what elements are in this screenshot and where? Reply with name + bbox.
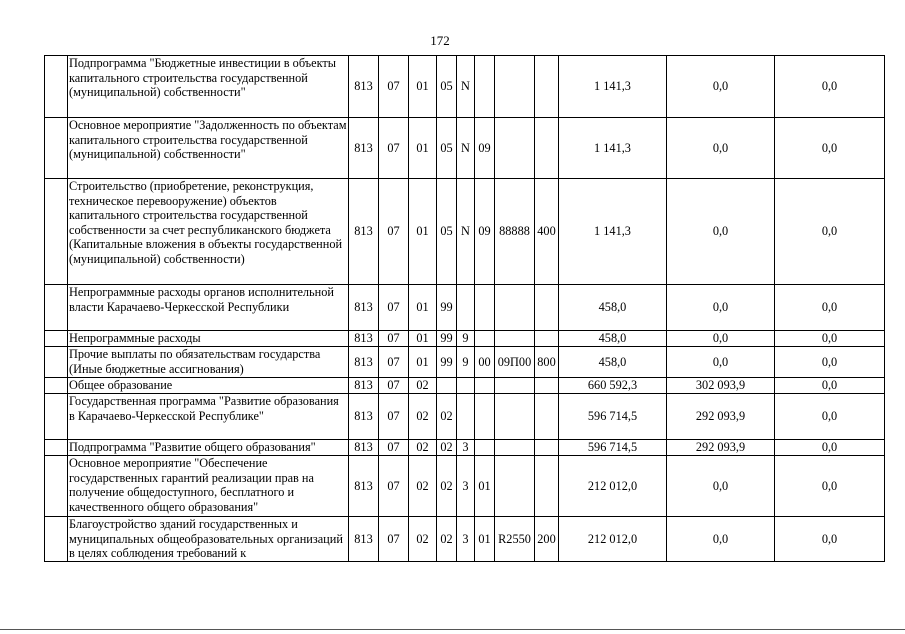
admin-code: 813	[349, 285, 379, 331]
amount-2: 0,0	[667, 331, 775, 347]
amount-1: 596 714,5	[559, 394, 667, 440]
subsection-code: 01	[409, 56, 437, 118]
subprogram-code: 9	[457, 331, 475, 347]
amount-1: 212 012,0	[559, 456, 667, 517]
section-code: 07	[379, 56, 409, 118]
direction-code	[495, 56, 535, 118]
budget-table	[44, 55, 885, 562]
section-code: 07	[379, 456, 409, 517]
event-code: 09	[475, 118, 495, 179]
amount-1: 458,0	[559, 285, 667, 331]
margin-cell	[45, 285, 68, 331]
direction-code: 09П00	[495, 347, 535, 378]
amount-1: 1 141,3	[559, 118, 667, 179]
subprogram-code: N	[457, 118, 475, 179]
row-name: Прочие выплаты по обязательствам государства (Иные бюджетные ассигнования)	[68, 347, 349, 378]
program-code: 05	[437, 118, 457, 179]
expense-type-code	[535, 285, 559, 331]
amount-3: 0,0	[775, 456, 885, 517]
subprogram-code: 3	[457, 517, 475, 562]
subsection-code: 01	[409, 285, 437, 331]
direction-code	[495, 440, 535, 456]
subprogram-code: N	[457, 56, 475, 118]
admin-code: 813	[349, 56, 379, 118]
section-code: 07	[379, 118, 409, 179]
program-code: 99	[437, 347, 457, 378]
expense-type-code	[535, 440, 559, 456]
amount-3: 0,0	[775, 118, 885, 179]
subprogram-code: N	[457, 179, 475, 285]
section-code: 07	[379, 331, 409, 347]
margin-cell	[45, 56, 68, 118]
amount-1: 660 592,3	[559, 378, 667, 394]
table-row	[45, 179, 885, 285]
section-code: 07	[379, 347, 409, 378]
direction-code	[495, 394, 535, 440]
amount-2: 0,0	[667, 56, 775, 118]
table-row	[45, 347, 885, 378]
table-row	[45, 331, 885, 347]
amount-2: 292 093,9	[667, 440, 775, 456]
margin-cell	[45, 517, 68, 562]
event-code: 00	[475, 347, 495, 378]
program-code	[437, 378, 457, 394]
admin-code: 813	[349, 331, 379, 347]
subprogram-code	[457, 378, 475, 394]
row-name: Общее образование	[68, 378, 349, 394]
row-name: Государственная программа "Развитие образования в Карачаево-Черкесской Республике"	[68, 394, 349, 440]
direction-code	[495, 378, 535, 394]
row-name: Непрограммные расходы органов исполнительной власти Карачаево-Черкесской Республики	[68, 285, 349, 331]
section-code: 07	[379, 394, 409, 440]
admin-code: 813	[349, 118, 379, 179]
section-code: 07	[379, 179, 409, 285]
amount-2: 0,0	[667, 179, 775, 285]
row-name: Основное мероприятие "Обеспечение государственных гарантий реализации прав на получение общедоступного, бесплатного и качественного общего образования"	[68, 456, 349, 517]
amount-1: 1 141,3	[559, 179, 667, 285]
event-code	[475, 394, 495, 440]
subsection-code: 01	[409, 179, 437, 285]
amount-2: 0,0	[667, 347, 775, 378]
amount-3: 0,0	[775, 440, 885, 456]
margin-cell	[45, 378, 68, 394]
section-code: 07	[379, 517, 409, 562]
subsection-code: 01	[409, 118, 437, 179]
table-row	[45, 118, 885, 179]
amount-1: 458,0	[559, 347, 667, 378]
admin-code: 813	[349, 456, 379, 517]
subprogram-code: 3	[457, 456, 475, 517]
subsection-code: 02	[409, 394, 437, 440]
section-code: 07	[379, 378, 409, 394]
amount-1: 212 012,0	[559, 517, 667, 562]
row-name: Строительство (приобретение, реконструкция, техническое перевооружение) объектов капитального строительства государственной собственности за счет республиканского бюджета (Капитальные вложения в объекты государственной (муниципальной) собственности)	[68, 179, 349, 285]
scan-edge-line	[0, 629, 905, 630]
margin-cell	[45, 179, 68, 285]
expense-type-code: 800	[535, 347, 559, 378]
subsection-code: 02	[409, 378, 437, 394]
amount-2: 302 093,9	[667, 378, 775, 394]
margin-cell	[45, 440, 68, 456]
amount-2: 0,0	[667, 285, 775, 331]
event-code	[475, 331, 495, 347]
row-name: Непрограммные расходы	[68, 331, 349, 347]
amount-2: 292 093,9	[667, 394, 775, 440]
expense-type-code	[535, 378, 559, 394]
expense-type-code: 200	[535, 517, 559, 562]
amount-3: 0,0	[775, 347, 885, 378]
direction-code	[495, 456, 535, 517]
subsection-code: 02	[409, 456, 437, 517]
section-code: 07	[379, 285, 409, 331]
event-code	[475, 378, 495, 394]
amount-1: 458,0	[559, 331, 667, 347]
amount-3: 0,0	[775, 56, 885, 118]
row-name: Подпрограмма "Бюджетные инвестиции в объекты капитального строительства государственной (муниципальной) собственности"	[68, 56, 349, 118]
expense-type-code	[535, 331, 559, 347]
subsection-code: 02	[409, 517, 437, 562]
program-code: 02	[437, 394, 457, 440]
event-code	[475, 285, 495, 331]
page-number: 172	[430, 33, 450, 48]
event-code	[475, 440, 495, 456]
program-code: 02	[437, 517, 457, 562]
amount-3: 0,0	[775, 378, 885, 394]
amount-3: 0,0	[775, 331, 885, 347]
amount-3: 0,0	[775, 394, 885, 440]
direction-code: 88888	[495, 179, 535, 285]
margin-cell	[45, 331, 68, 347]
admin-code: 813	[349, 440, 379, 456]
amount-2: 0,0	[667, 456, 775, 517]
program-code: 99	[437, 331, 457, 347]
margin-cell	[45, 456, 68, 517]
table-row	[45, 285, 885, 331]
section-code: 07	[379, 440, 409, 456]
expense-type-code	[535, 456, 559, 517]
amount-2: 0,0	[667, 118, 775, 179]
amount-3: 0,0	[775, 179, 885, 285]
subprogram-code	[457, 394, 475, 440]
table-row	[45, 440, 885, 456]
amount-1: 596 714,5	[559, 440, 667, 456]
program-code: 05	[437, 56, 457, 118]
subprogram-code	[457, 285, 475, 331]
event-code	[475, 56, 495, 118]
row-name: Основное мероприятие "Задолженность по объектам капитального строительства государственной (муниципальной) собственности"	[68, 118, 349, 179]
margin-cell	[45, 118, 68, 179]
direction-code	[495, 285, 535, 331]
table-row	[45, 378, 885, 394]
subsection-code: 01	[409, 347, 437, 378]
expense-type-code: 400	[535, 179, 559, 285]
program-code: 05	[437, 179, 457, 285]
subprogram-code: 3	[457, 440, 475, 456]
subprogram-code: 9	[457, 347, 475, 378]
amount-1: 1 141,3	[559, 56, 667, 118]
direction-code: R2550	[495, 517, 535, 562]
admin-code: 813	[349, 378, 379, 394]
admin-code: 813	[349, 394, 379, 440]
program-code: 02	[437, 456, 457, 517]
table-row	[45, 394, 885, 440]
event-code: 01	[475, 517, 495, 562]
admin-code: 813	[349, 179, 379, 285]
amount-3: 0,0	[775, 285, 885, 331]
program-code: 99	[437, 285, 457, 331]
direction-code	[495, 118, 535, 179]
expense-type-code	[535, 56, 559, 118]
amount-2: 0,0	[667, 517, 775, 562]
program-code: 02	[437, 440, 457, 456]
admin-code: 813	[349, 347, 379, 378]
expense-type-code	[535, 118, 559, 179]
row-name: Подпрограмма "Развитие общего образования"	[68, 440, 349, 456]
table-row	[45, 456, 885, 517]
event-code: 01	[475, 456, 495, 517]
amount-3: 0,0	[775, 517, 885, 562]
event-code: 09	[475, 179, 495, 285]
margin-cell	[45, 347, 68, 378]
row-name: Благоустройство зданий государственных и муниципальных общеобразовательных организаций в целях соблюдения требований к	[68, 517, 349, 562]
table-row	[45, 517, 885, 562]
direction-code	[495, 331, 535, 347]
subsection-code: 02	[409, 440, 437, 456]
admin-code: 813	[349, 517, 379, 562]
table-row	[45, 56, 885, 118]
margin-cell	[45, 394, 68, 440]
expense-type-code	[535, 394, 559, 440]
subsection-code: 01	[409, 331, 437, 347]
